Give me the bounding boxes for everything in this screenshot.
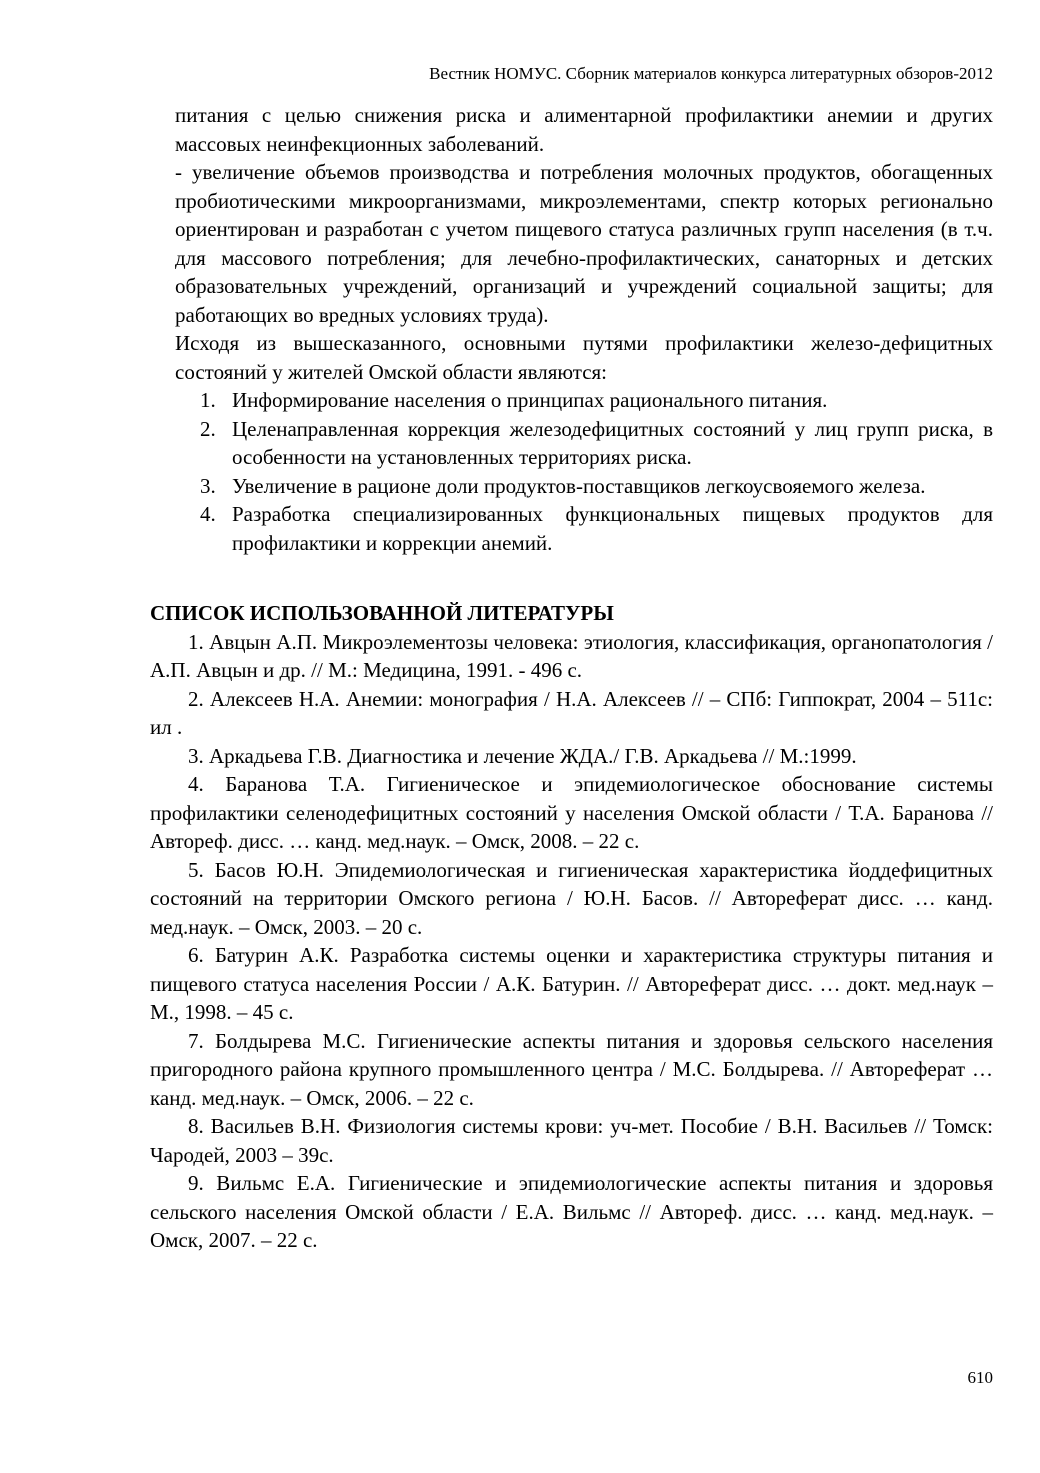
references-heading: СПИСОК ИСПОЛЬЗОВАННОЙ ЛИТЕРАТУРЫ: [150, 601, 614, 625]
paragraph-dairy-products: - увеличение объемов производства и потребления молочных продуктов, обогащенных пробиотическими микроорганизмами, микроэлементами, спектр которых регионально ориентирован и разработан с учетом пищевого статуса различных групп населения (в т.ч. для массового потребления; для лечебно-профилактических, санаторных и детских образовательных учреждений, организаций и учреждений социальной защиты; для работающих во вредных условиях труда).: [175, 160, 993, 327]
list-item: [150, 472, 993, 501]
reference-item: 6. Батурин А.К. Разработка системы оценки и характеристика структуры питания и пищевого статуса населения России / А.К. Батурин. // Автореферат дисс. … докт. мед.наук – М., 1998. – 45 с.: [150, 943, 993, 1024]
page-number: 610: [967, 1368, 993, 1387]
list-item: [150, 500, 993, 557]
list-item-number: 2.: [200, 416, 216, 441]
list-item: [150, 386, 993, 415]
prevention-measures-list: [150, 386, 993, 557]
list-item-text: Разработка специализированных функциональных пищевых продуктов для профилактики и коррекции анемий.: [232, 502, 993, 555]
reference-item: 2. Алексеев Н.А. Анемии: монография / Н.А. Алексеев // – СПб: Гиппократ, 2004 – 511с: ил .: [150, 686, 993, 739]
paragraph-intro: Исходя из вышесказанного, основными путями профилактики железо-дефицитных состояний у жителей Омской области являются:: [175, 331, 993, 384]
reference-item: 4. Баранова Т.А. Гигиеническое и эпидемиологическое обоснование системы профилактики селенодефицитных состояний у населения Омской области / Т.А. Баранова // Автореф. дисс. … канд. мед.наук. – Омск, 2008. – 22 с.: [150, 772, 993, 853]
list-item-number: 3.: [200, 473, 216, 498]
reference-item: 5. Басов Ю.Н. Эпидемиологическая и гигиеническая характеристика йоддефицитных состояний на территории Омского региона / Ю.Н. Басов. // Автореферат дисс. … канд. мед.наук. – Омск, 2003. – 20 с.: [150, 857, 993, 939]
reference-item: 1. Авцын А.П. Микроэлементозы человека: этиология, классификация, органопатология / А.П. Авцын и др. // М.: Медицина, 1991. - 496 с.: [150, 629, 993, 682]
list-item-number: 1.: [200, 388, 216, 412]
list-item-text: Целенаправленная коррекция железодефицитных состояний у лиц групп риска, в особенности на установленных территориях риска.: [232, 416, 993, 469]
body-text: [150, 101, 993, 386]
reference-item: 9. Вильмс Е.А. Гигиенические и эпидемиологические аспекты питания и здоровья сельского населения Омской области / Е.А. Вильмс // Автореф. дисс. … канд. мед.наук. – Омск, 2007. – 22 с.: [150, 1171, 993, 1252]
reference-item: 7. Болдырева М.С. Гигиенические аспекты питания и здоровья сельского населения пригородного района крупного промышленного центра / М.С. Болдырева. // Автореферат … канд. мед.наук. – Омск, 2006. – 22 с.: [150, 1028, 993, 1110]
paragraph-continued: питания с целью снижения риска и алиментарной профилактики анемии и других массовых неинфекционных заболеваний.: [175, 103, 993, 156]
list-item-number: 4.: [200, 502, 216, 526]
page-body: [150, 101, 993, 1255]
running-header: Вестник НОМУС. Сборник материалов конкурса литературных обзоров-2012: [429, 64, 993, 83]
list-item-text: Увеличение в рационе доли продуктов-поставщиков легкоусвояемого железа.: [232, 473, 926, 498]
list-item-text: Информирование населения о принципах рационального питания.: [232, 388, 828, 412]
list-item: [150, 415, 993, 472]
references-list: [150, 628, 993, 1255]
reference-item: 8. Васильев В.Н. Физиология системы крови: уч-мет. Пособие / В.Н. Васильев // Томск: Чародей, 2003 – 39с.: [150, 1114, 993, 1167]
reference-item: 3. Аркадьева Г.В. Диагностика и лечение ЖДА./ Г.В. Аркадьева // М.:1999.: [188, 743, 857, 768]
